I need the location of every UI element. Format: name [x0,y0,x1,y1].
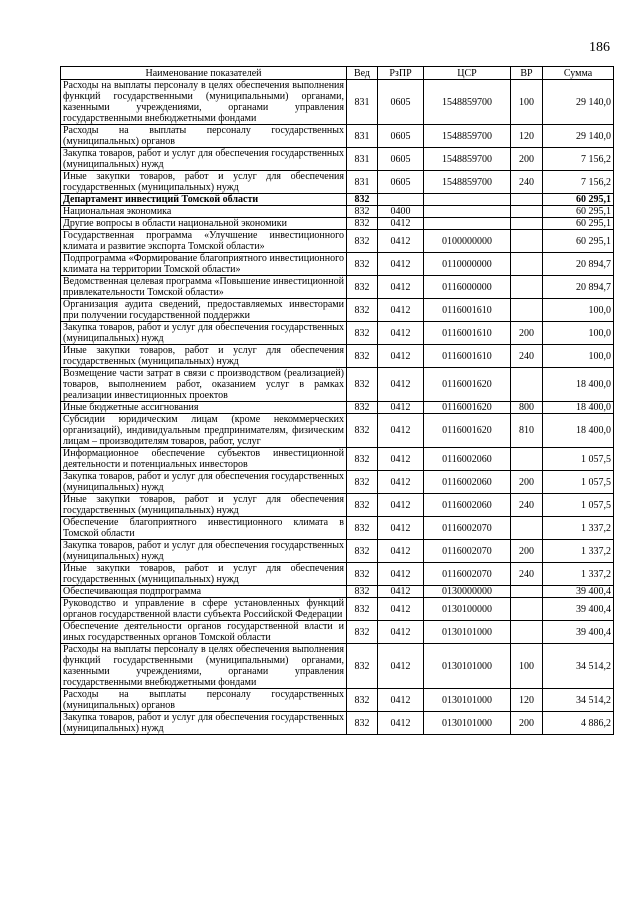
cell-vr: 200 [511,471,543,494]
cell-rzpr: 0412 [378,517,424,540]
cell-sum: 1 337,2 [543,563,614,586]
table-row [61,621,614,644]
table-row [61,448,614,471]
cell-sum: 39 400,4 [543,586,614,598]
cell-sum: 60 295,1 [543,194,614,206]
cell-vr: 200 [511,148,543,171]
table-row [61,517,614,540]
column-header-ved: Вед [347,67,378,80]
cell-csr: 0116002060 [424,448,511,471]
cell-sum: 39 400,4 [543,621,614,644]
cell-ved: 832 [347,402,378,414]
cell-name: Департамент инвестиций Томской области [61,194,347,206]
budget-table [60,66,614,735]
table-row [61,299,614,322]
table-row [61,125,614,148]
table-row [61,540,614,563]
cell-name: Обеспечивающая подпрограмма [61,586,347,598]
table-row [61,414,614,448]
cell-ved: 831 [347,80,378,125]
cell-name: Организация аудита сведений, предоставляемых инвесторами при получении государственной поддержки [61,299,347,322]
cell-ved: 832 [347,276,378,299]
cell-rzpr: 0412 [378,368,424,402]
table-row [61,368,614,402]
cell-sum: 100,0 [543,299,614,322]
cell-name: Закупка товаров, работ и услуг для обеспечения государственных (муниципальных) нужд [61,712,347,735]
cell-name: Обеспечение благоприятного инвестиционного климата в Томской области [61,517,347,540]
cell-ved: 832 [347,471,378,494]
cell-sum: 7 156,2 [543,171,614,194]
column-header-sum: Сумма [543,67,614,80]
cell-csr: 1548859700 [424,80,511,125]
cell-sum: 1 337,2 [543,540,614,563]
cell-ved: 832 [347,712,378,735]
column-header-vr: ВР [511,67,543,80]
column-header-rzpr: РзПР [378,67,424,80]
cell-name: Ведомственная целевая программа «Повышение инвестиционной привлекательности Томской области» [61,276,347,299]
table-row [61,598,614,621]
cell-vr: 200 [511,712,543,735]
cell-name: Расходы на выплаты персоналу в целях обеспечения выполнения функций государственными (муниципальными) органами, казенными учреждениями, органами управления государственными внебюджетными фондами [61,644,347,689]
cell-name: Иные закупки товаров, работ и услуг для обеспечения государственных (муниципальных) нужд [61,345,347,368]
cell-rzpr: 0412 [378,402,424,414]
cell-name: Подпрограмма «Формирование благоприятного инвестиционного климата на территории Томской области» [61,253,347,276]
cell-name: Иные закупки товаров, работ и услуг для обеспечения государственных (муниципальных) нужд [61,563,347,586]
cell-rzpr: 0412 [378,448,424,471]
cell-rzpr: 0412 [378,471,424,494]
cell-vr [511,218,543,230]
cell-csr [424,218,511,230]
table-row [61,206,614,218]
cell-rzpr: 0412 [378,712,424,735]
cell-ved: 832 [347,517,378,540]
cell-ved: 831 [347,171,378,194]
cell-rzpr: 0412 [378,598,424,621]
cell-ved: 832 [347,322,378,345]
cell-rzpr: 0412 [378,621,424,644]
cell-name: Национальная экономика [61,206,347,218]
cell-rzpr: 0412 [378,540,424,563]
cell-vr: 810 [511,414,543,448]
table-row [61,563,614,586]
table-row [61,218,614,230]
table-row [61,148,614,171]
table-row [61,171,614,194]
cell-sum: 100,0 [543,345,614,368]
cell-ved: 832 [347,299,378,322]
table-row [61,276,614,299]
cell-vr: 200 [511,322,543,345]
cell-name: Расходы на выплаты персоналу государственных (муниципальных) органов [61,125,347,148]
cell-ved: 832 [347,345,378,368]
table-row [61,345,614,368]
cell-name: Информационное обеспечение субъектов инвестиционной деятельности и потенциальных инвесторов [61,448,347,471]
cell-name: Субсидии юридическим лицам (кроме некоммерческих организаций), индивидуальным предпринимателям, физическим лицам – производителям товаров, работ, услуг [61,414,347,448]
cell-rzpr: 0412 [378,218,424,230]
table-row [61,194,614,206]
cell-name: Иные закупки товаров, работ и услуг для обеспечения государственных (муниципальных) нужд [61,171,347,194]
cell-csr: 0116002070 [424,517,511,540]
cell-csr: 0116001610 [424,345,511,368]
cell-ved: 832 [347,689,378,712]
cell-sum: 7 156,2 [543,148,614,171]
cell-csr: 1548859700 [424,125,511,148]
cell-vr [511,517,543,540]
cell-sum: 60 295,1 [543,230,614,253]
cell-sum: 4 886,2 [543,712,614,735]
cell-sum: 60 295,1 [543,206,614,218]
cell-vr [511,276,543,299]
cell-vr: 240 [511,171,543,194]
cell-rzpr: 0412 [378,563,424,586]
cell-csr: 0116001610 [424,299,511,322]
cell-sum: 18 400,0 [543,402,614,414]
cell-sum: 60 295,1 [543,218,614,230]
cell-vr: 240 [511,563,543,586]
cell-ved: 832 [347,253,378,276]
cell-name: Закупка товаров, работ и услуг для обеспечения государственных (муниципальных) нужд [61,540,347,563]
cell-vr [511,194,543,206]
cell-sum: 1 057,5 [543,448,614,471]
cell-vr [511,299,543,322]
cell-sum: 1 057,5 [543,494,614,517]
cell-sum: 100,0 [543,322,614,345]
cell-csr: 0110000000 [424,253,511,276]
cell-vr: 800 [511,402,543,414]
cell-ved: 832 [347,621,378,644]
cell-csr [424,206,511,218]
cell-ved: 832 [347,368,378,402]
cell-sum: 20 894,7 [543,276,614,299]
cell-sum: 29 140,0 [543,125,614,148]
cell-csr: 0130101000 [424,689,511,712]
cell-vr: 100 [511,80,543,125]
cell-csr: 0100000000 [424,230,511,253]
table-row [61,80,614,125]
cell-ved: 832 [347,194,378,206]
cell-name: Иные закупки товаров, работ и услуг для обеспечения государственных (муниципальных) нужд [61,494,347,517]
cell-rzpr: 0412 [378,322,424,345]
cell-vr [511,586,543,598]
cell-csr: 0116002060 [424,471,511,494]
cell-rzpr: 0605 [378,171,424,194]
cell-csr: 0130101000 [424,621,511,644]
cell-sum: 39 400,4 [543,598,614,621]
cell-csr: 0116001620 [424,402,511,414]
table-row [61,644,614,689]
cell-rzpr: 0412 [378,414,424,448]
cell-rzpr: 0412 [378,494,424,517]
table-row [61,230,614,253]
cell-ved: 832 [347,414,378,448]
cell-sum: 1 057,5 [543,471,614,494]
page-number: 186 [589,40,610,55]
cell-vr [511,598,543,621]
cell-sum: 18 400,0 [543,368,614,402]
cell-csr: 1548859700 [424,148,511,171]
cell-ved: 832 [347,494,378,517]
cell-ved: 832 [347,540,378,563]
cell-rzpr: 0400 [378,206,424,218]
cell-vr: 120 [511,125,543,148]
cell-ved: 832 [347,218,378,230]
cell-vr: 200 [511,540,543,563]
cell-vr [511,448,543,471]
cell-name: Государственная программа «Улучшение инвестиционного климата и развитие экспорта Томской области» [61,230,347,253]
cell-sum: 18 400,0 [543,414,614,448]
cell-sum: 34 514,2 [543,689,614,712]
cell-rzpr: 0412 [378,644,424,689]
cell-ved: 831 [347,125,378,148]
cell-ved: 832 [347,230,378,253]
table-row [61,494,614,517]
cell-vr: 100 [511,644,543,689]
cell-csr: 0130101000 [424,644,511,689]
cell-csr: 0116002070 [424,540,511,563]
table-header-row [61,67,614,80]
cell-vr: 240 [511,345,543,368]
cell-name: Иные бюджетные ассигнования [61,402,347,414]
cell-name: Расходы на выплаты персоналу государственных (муниципальных) органов [61,689,347,712]
cell-rzpr: 0605 [378,148,424,171]
cell-vr: 240 [511,494,543,517]
cell-ved: 832 [347,586,378,598]
table-row [61,322,614,345]
table-row [61,402,614,414]
cell-rzpr: 0412 [378,689,424,712]
cell-name: Закупка товаров, работ и услуг для обеспечения государственных (муниципальных) нужд [61,148,347,171]
cell-name: Закупка товаров, работ и услуг для обеспечения государственных (муниципальных) нужд [61,322,347,345]
cell-csr: 0116000000 [424,276,511,299]
cell-ved: 832 [347,563,378,586]
cell-name: Обеспечение деятельности органов государственной власти и иных государственных органов Томской области [61,621,347,644]
table-row [61,712,614,735]
table-row [61,471,614,494]
cell-vr: 120 [511,689,543,712]
cell-sum: 34 514,2 [543,644,614,689]
cell-rzpr: 0412 [378,586,424,598]
cell-rzpr: 0412 [378,253,424,276]
cell-csr: 0130000000 [424,586,511,598]
cell-rzpr: 0412 [378,299,424,322]
cell-rzpr [378,194,424,206]
table-row [61,253,614,276]
cell-name: Руководство и управление в сфере установленных функций органов государственной власти субъекта Российской Федерации [61,598,347,621]
column-header-csr: ЦСР [424,67,511,80]
cell-ved: 832 [347,206,378,218]
cell-vr [511,621,543,644]
cell-csr: 0116001620 [424,414,511,448]
cell-vr [511,230,543,253]
cell-sum: 20 894,7 [543,253,614,276]
column-header-name: Наименование показателей [61,67,347,80]
cell-csr: 0116001620 [424,368,511,402]
cell-csr: 0130100000 [424,598,511,621]
cell-ved: 831 [347,148,378,171]
cell-ved: 832 [347,598,378,621]
cell-rzpr: 0605 [378,125,424,148]
cell-csr [424,194,511,206]
cell-rzpr: 0605 [378,80,424,125]
cell-name: Расходы на выплаты персоналу в целях обеспечения выполнения функций государственными (муниципальными) органами, казенными учреждениями, органами управления государственными внебюджетными фондами [61,80,347,125]
cell-sum: 1 337,2 [543,517,614,540]
cell-csr: 0116002060 [424,494,511,517]
cell-name: Другие вопросы в области национальной экономики [61,218,347,230]
cell-vr [511,368,543,402]
cell-name: Возмещение части затрат в связи с производством (реализацией) товаров, выполнением работ, оказанием услуг в рамках реализации инвестиционных проектов [61,368,347,402]
cell-rzpr: 0412 [378,276,424,299]
cell-rzpr: 0412 [378,230,424,253]
table-row [61,586,614,598]
cell-csr: 0116002070 [424,563,511,586]
table-row [61,689,614,712]
cell-csr: 0116001610 [424,322,511,345]
cell-sum: 29 140,0 [543,80,614,125]
cell-vr [511,253,543,276]
cell-ved: 832 [347,448,378,471]
cell-vr [511,206,543,218]
cell-csr: 1548859700 [424,171,511,194]
cell-rzpr: 0412 [378,345,424,368]
cell-ved: 832 [347,644,378,689]
cell-csr: 0130101000 [424,712,511,735]
cell-name: Закупка товаров, работ и услуг для обеспечения государственных (муниципальных) нужд [61,471,347,494]
